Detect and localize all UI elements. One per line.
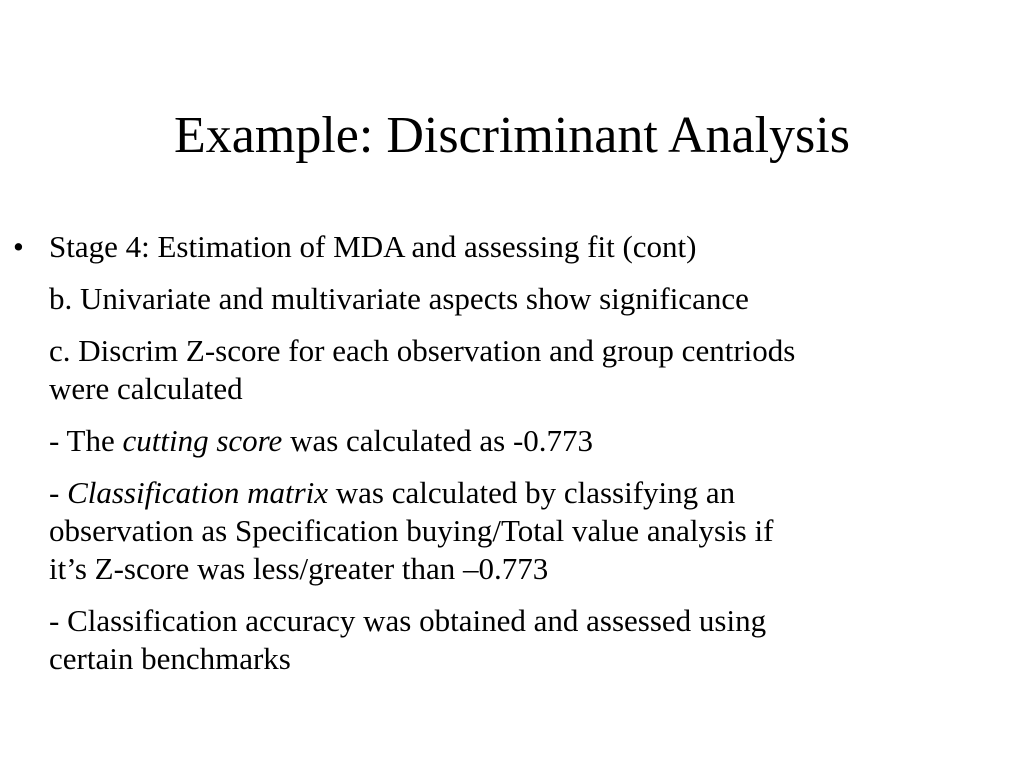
classification-accuracy-line-2: certain benchmarks bbox=[49, 641, 291, 676]
classification-accuracy-line-1: - Classification accuracy was obtained and assessed using bbox=[49, 603, 767, 638]
bullet-stage-4 bbox=[0, 228, 1024, 266]
classification-matrix-prefix: - bbox=[49, 475, 68, 510]
bullet-dot-icon: • bbox=[13, 229, 24, 264]
classification-accuracy-item bbox=[0, 602, 1024, 678]
cutting-score-item bbox=[0, 422, 1024, 460]
slide-title: Example: Discriminant Analysis bbox=[174, 107, 850, 164]
classification-matrix-item bbox=[0, 474, 1024, 588]
bullet-stage-4-text: Stage 4: Estimation of MDA and assessing fit (cont) bbox=[49, 229, 697, 264]
classification-matrix-term: Classification matrix bbox=[67, 475, 329, 510]
slide-content bbox=[0, 228, 1024, 678]
item-c-line-2: were calculated bbox=[49, 371, 243, 406]
classification-matrix-line-1 bbox=[49, 474, 1012, 512]
item-c bbox=[0, 332, 1024, 408]
item-b bbox=[0, 280, 1024, 318]
classification-matrix-line-3: it’s Z-score was less/greater than –0.773 bbox=[49, 551, 549, 586]
item-c-line-1: c. Discrim Z-score for each observation and group centriods bbox=[49, 333, 796, 368]
classification-matrix-line-2: observation as Specification buying/Total value analysis if bbox=[49, 513, 774, 548]
cutting-score-suffix: was calculated as -0.773 bbox=[282, 423, 594, 458]
classification-matrix-suffix: was calculated by classifying an bbox=[328, 475, 736, 510]
cutting-score-prefix: - The bbox=[49, 423, 123, 458]
item-b-text: b. Univariate and multivariate aspects show significance bbox=[49, 281, 749, 316]
cutting-score-term: cutting score bbox=[122, 423, 283, 458]
